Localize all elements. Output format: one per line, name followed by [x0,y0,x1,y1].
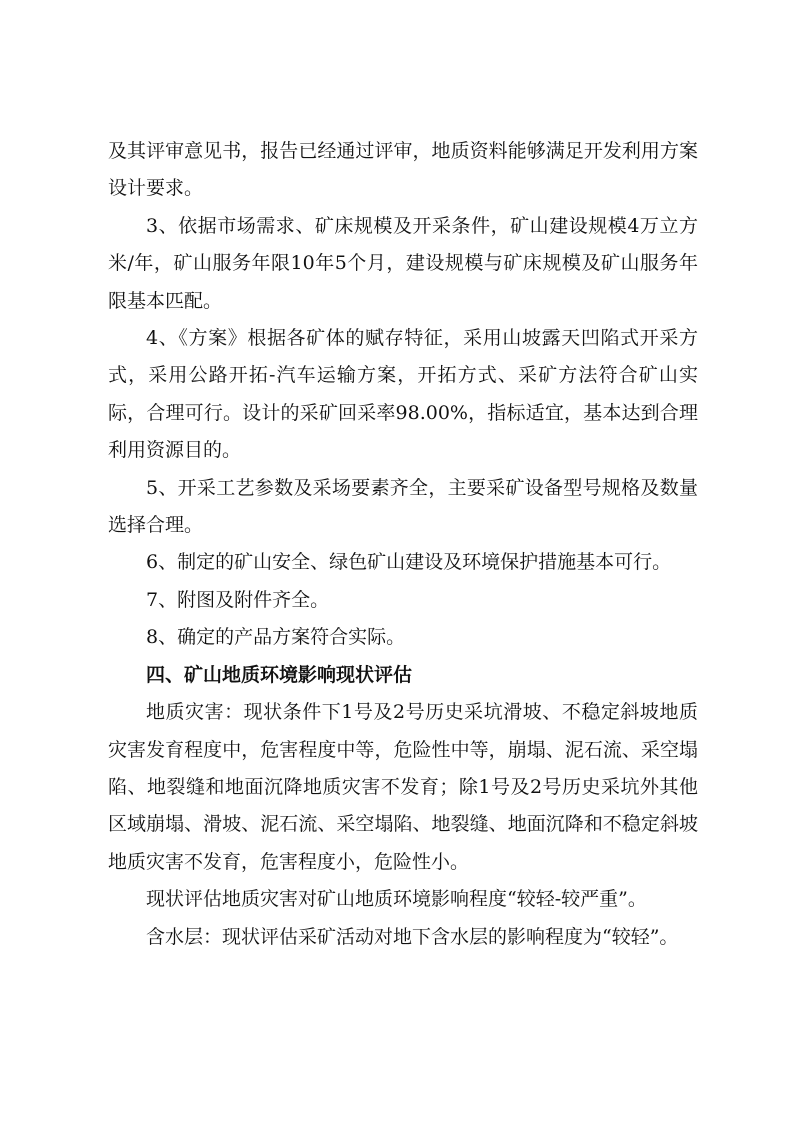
paragraph-item-6: 6、制定的矿山安全、绿色矿山建设及环境保护措施基本可行。 [146,551,672,574]
paragraph-report-review: 及其评审意见书，报告已经通过评审，地质资料能够满足开发利用方案设计要求。 [108,140,698,200]
paragraph-item-8: 8、确定的产品方案符合实际。 [146,626,406,649]
document-body [108,133,698,956]
paragraph-item-5: 5、开采工艺参数及采场要素齐全，主要采矿设备型号规格及数量选择合理。 [108,476,698,537]
paragraph-item-7: 7、附图及附件齐全。 [146,588,330,611]
paragraph-item-3: 3、依据市场需求、矿床规模及开采条件，矿山建设规模4万立方米/年，矿山服务年限10年5个月，建设规模与矿床规模及矿山服务年限基本匹配。 [108,214,698,312]
paragraph-hazard-assessment: 现状评估地质灾害对矿山地质环境影响程度“较轻-较严重”。 [146,888,647,911]
section-heading-4: 四、矿山地质环境影响现状评估 [146,663,413,686]
paragraph-geologic-hazard: 地质灾害：现状条件下1号及2号历史采坑滑坡、不稳定斜坡地质灾害发育程度中，危害程度中等，危险性中等，崩塌、泥石流、采空塌陷、地裂缝和地面沉降地质灾害不发育；除1号及2号历史采坑外其他区域崩塌、滑坡、泥石流、采空塌陷、地裂缝、地面沉降和不稳定斜坡地质灾害不发育，危害程度小，危险性小。 [108,701,698,873]
paragraph-item-4: 4、《方案》根据各矿体的赋存特征，采用山坡露天凹陷式开采方式，采用公路开拓-汽车运输方案，开拓方式、采矿方法符合矿山实际，合理可行。设计的采矿回采率98.00%，指标适宜，基本达到合理利用资源目的。 [108,327,698,462]
paragraph-aquifer: 含水层：现状评估采矿活动对地下含水层的影响程度为“较轻”。 [146,925,679,948]
